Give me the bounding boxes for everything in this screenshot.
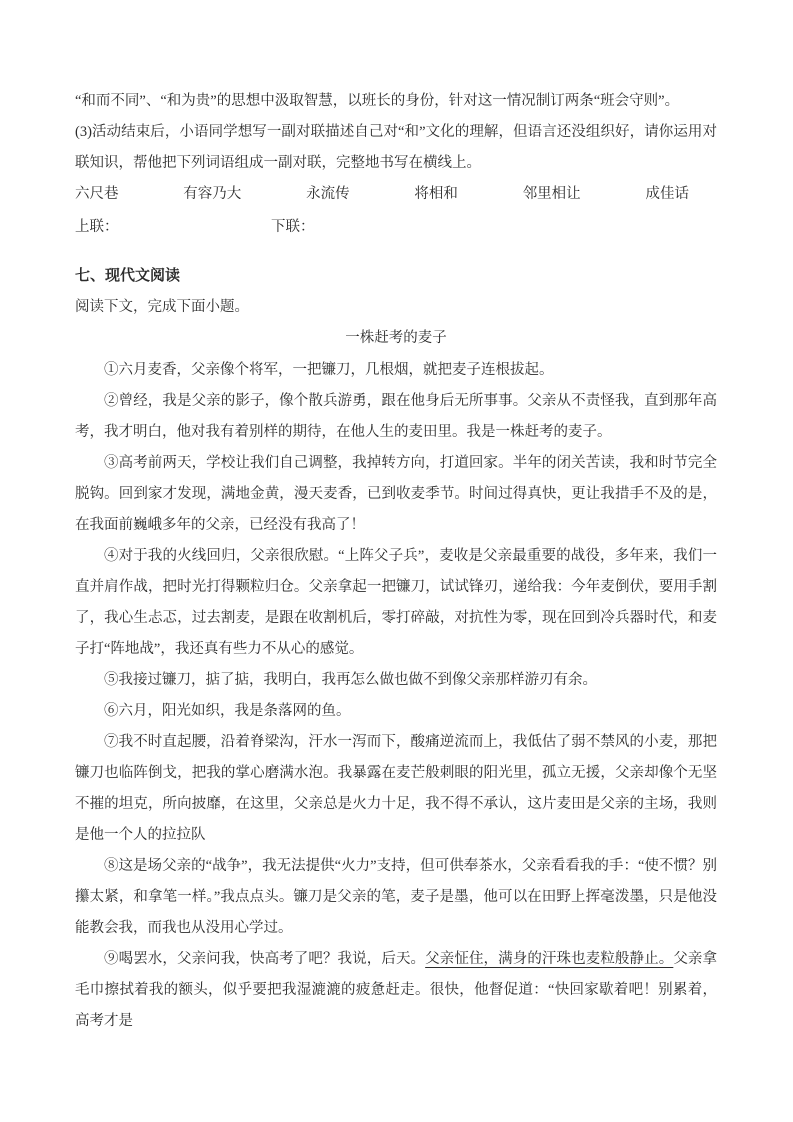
word-bank-item: 六尺巷 [75,186,119,202]
word-bank-item: 有容乃大 [183,186,242,202]
xialian-label: 下联： [271,219,315,235]
word-bank-item: 将相和 [414,186,458,202]
word-bank-item: 成佳话 [645,186,689,202]
essay-paragraph-4: ④对于我的火线回归，父亲很欣慰。“上阵父子兵”，麦收是父亲最重要的战役，多年来，我们一直并肩作战，把时光打得颗粒归仓。父亲拿起一把镰刀，试试锋刃，递给我：今年麦倒伏，要用手割了，我心生忐忑，过去割麦，是跟在收割机后，零打碎敲，对抗性为零，现在回到冷兵器时代，和麦子打“阵地战”，我还真有些力不从心的感觉。 [75,548,717,657]
paragraph9-before-text: ⑨喝罢水，父亲问我，快高考了吧？我说，后天。 [104,951,426,967]
essay-paragraph-8: ⑧这是场父亲的“战争”，我无法提供“火力”支持，但可供奉茶水，父亲看看我的手：“使不惯？别攥太紧，和拿笔一样。”我点点头。镰刀是父亲的笔，麦子是墨，他可以在田野上挥毫泼墨，只是他没能教会我，而我也从没用心学过。 [75,858,717,936]
word-bank-item: 邻里相让 [522,186,581,202]
essay-paragraph-3: ③高考前两天，学校让我们自己调整，我掉转方向，打道回家。半年的闭关苦读，我和时节完全脱钩。回到家才发现，满地金黄，漫天麦香，已到收麦季节。时间过得真快，更让我措手不及的是，在我面前巍峨多年的父亲，已经没有我高了！ [75,455,717,533]
essay-title: 一株赶考的麦子 [345,330,447,346]
essay-paragraph-5: ⑤我接过镰刀，掂了掂，我明白，我再怎么做也做不到像父亲那样游刃有余。 [104,672,597,688]
paragraph9-underlined-text: 父亲怔住，满身的汗珠也麦粒般静止。 [425,951,674,967]
essay-paragraph-2: ②曾经，我是父亲的影子，像个散兵游勇，跟在他身后无所事事。父亲从不责怪我，直到那年高考，我才明白，他对我有着别样的期待，在他人生的麦田里。我是一株赶考的麦子。 [75,393,717,440]
shanglian-label: 上联： [75,219,119,235]
word-bank-item: 永流传 [306,186,350,202]
section-heading: 七、现代文阅读 [75,268,181,284]
essay-paragraph-7: ⑦我不时直起腰，沿着脊梁沟，汗水一泻而下，酸痛逆流而上，我低估了弱不禁风的小麦，那把镰刀也临阵倒戈，把我的掌心磨满水泡。我暴露在麦芒般刺眼的阳光里，孤立无援，父亲却像个无坚不摧的坦克，所向披靡，在这里，父亲总是火力十足，我不得不承认，这片麦田是父亲的主场，我则是他一个人的拉拉队 [75,734,717,843]
couplet-answer-row [75,212,717,243]
question6-carryover-text: “和而不同”、“和为贵”的思想中汲取智慧，以班长的身份，针对这一情况制订两条“班会守则”。 [75,93,680,109]
essay-paragraph-6: ⑥六月，阳光如织，我是条落网的鱼。 [104,703,351,719]
reading-instruction: 阅读下文，完成下面小题。 [75,299,249,315]
essay-paragraph-1: ①六月麦香，父亲像个将军，一把镰刀，几根烟，就把麦子连根拔起。 [104,362,554,378]
essay-paragraph-9 [75,944,717,1037]
question6-part3-text: (3)活动结束后，小语同学想写一副对联描述自己对“和”文化的理解，但语言还没组织好，请你运用对联知识，帮他把下列词语组成一副对联，完整地书写在横线上。 [75,124,717,171]
word-bank [75,179,717,210]
paragraph9-after-text: 父亲拿毛巾擦拭着我的额头，似乎要把我湿漉漉的疲惫赶走。很快，他督促道：“快回家歇着吧！别累着，高考才是 [75,951,718,1029]
